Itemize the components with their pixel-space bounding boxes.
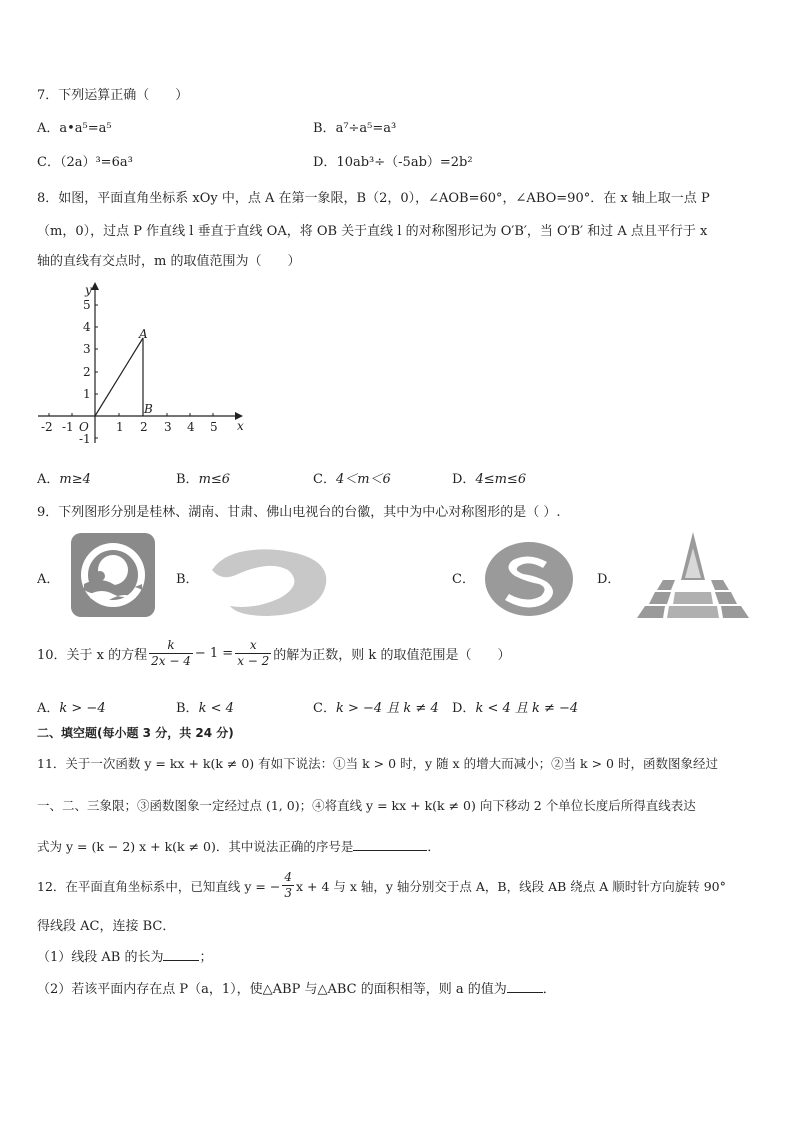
q12-sub2: （2）若该平面内存在点 P（a，1），使△ABP 与△ABC 的面积相等，则 a 的值为 ．: [37, 982, 556, 997]
y-tick-label: 2: [83, 365, 91, 379]
q12-line2: 得线段 AC，连接 BC．: [37, 919, 176, 934]
q8-option-d: D．4≤m≤6: [452, 472, 527, 487]
q8-option-a: A．m≥4: [37, 472, 91, 487]
q8-option-c: C．4＜m＜6: [313, 472, 391, 487]
q7-option-b: B．a⁷÷a⁵=a³: [313, 121, 397, 136]
x-tick-label: 4: [187, 420, 195, 434]
section-heading: 二、填空题(每小题 3 分，共 24 分): [37, 726, 234, 740]
x-tick-label: 1: [116, 420, 124, 434]
q11-line1: 11．关于一次函数 y = kx + k(k ≠ 0) 有如下说法：①当 k > 0 时，y 随 x 的增大而减小；②当 k > 0 时，函数图象经过: [37, 756, 718, 771]
gansu-tv-logo: [483, 540, 575, 618]
q12-sub1: （1）线段 AB 的长为 ；: [37, 950, 213, 965]
q9-option-b-label: B．: [176, 572, 199, 587]
origin-label: O: [79, 420, 89, 434]
guilin-tv-logo: [70, 532, 156, 618]
q10-fraction-2: $\frac{x}{x - 2}$: [237, 638, 270, 668]
y-tick-label: -1: [79, 432, 91, 446]
hunan-tv-logo: [208, 540, 332, 622]
q7-stem: 7．下列运算正确（ ）: [37, 88, 189, 103]
q9-option-c-label: C．: [452, 572, 475, 587]
x-tick-label: 3: [164, 420, 172, 434]
q7-option-a: A．a•a⁵=a⁵: [37, 121, 112, 136]
q10-option-d: D．k < 4 且 k ≠ −4: [452, 701, 579, 716]
x-tick-label: -1: [62, 420, 74, 434]
q10-option-b: B．k < 4: [176, 701, 234, 716]
segment-oa: [95, 338, 143, 416]
y-axis-label: y: [85, 283, 92, 297]
q7-option-c: C．（2a）³=6a³: [37, 155, 133, 170]
q11-line2: 一、二、三象限；③函数图象一定经过点 (1, 0)；④将直线 y = kx + k(k ≠ 0) 向下移动 2 个单位长度后所得直线表达: [37, 798, 696, 813]
x-tick-label: 2: [140, 420, 148, 434]
q10-option-a: A．k > −4: [37, 701, 106, 716]
point-b-label: B: [144, 402, 153, 416]
q10-fraction-1: $\frac{k}{2x - 4}$: [151, 638, 191, 668]
answer-blank[interactable]: [507, 992, 543, 993]
q8-line2: （m，0），过点 P 作直线 l 垂直于直线 OA，将 OB 关于直线 l 的对称图形记为 O′B′，当 O′B′ 和过 A 点且平行于 x: [37, 224, 708, 239]
q9-option-d-label: D．: [597, 572, 621, 587]
q9-stem: 9．下列图形分别是桂林、湖南、甘肃、佛山电视台的台徽，其中为中心对称图形的是（ ）.: [37, 505, 561, 520]
answer-blank[interactable]: [163, 960, 199, 961]
q7-option-d: D．10ab³÷（-5ab）=2b²: [313, 155, 473, 170]
y-tick-label: 4: [83, 320, 91, 334]
q10-option-c: C．k > −4 且 k ≠ 4: [313, 701, 439, 716]
q8-line3: 轴的直线有交点时，m 的取值范围为（ ）: [37, 254, 301, 269]
q8-option-b: B．m≤6: [176, 472, 231, 487]
q9-option-a-label: A．: [37, 572, 60, 587]
y-tick-label: 1: [83, 387, 91, 401]
q8-line1: 8．如图，平面直角坐标系 xOy 中，点 A 在第一象限，B（2，0），∠AOB=60°，∠ABO=90°．在 x 轴上取一点 P: [37, 191, 710, 206]
q12-line1: 12．在平面直角坐标系中，已知直线 y = − $\frac{4}{3}$ x + 4 与 x 轴，y 轴分别交于点 A，B，线段 AB 绕点 A 顺时针方向旋转 90°: [37, 870, 726, 900]
y-tick-label: 3: [83, 342, 91, 356]
x-tick-label: 5: [210, 420, 218, 434]
q12-fraction: $\frac{4}{3}$: [284, 870, 292, 900]
answer-blank[interactable]: [353, 850, 427, 851]
point-a-label: A: [139, 327, 148, 341]
x-axis-label: x: [237, 419, 244, 433]
q10-stem: 10．关于 x 的方程 $\frac{k}{2x - 4}$ − 1 = $\frac{x}{x - 2}$ 的解为正数，则 k 的取值范围是（ ）: [37, 638, 511, 668]
x-tick-label: -2: [41, 420, 53, 434]
q11-line3: 式为 y = (k − 2) x + k(k ≠ 0)．其中说法正确的序号是 ．: [37, 839, 440, 854]
coordinate-graph: [30, 278, 260, 448]
y-tick-label: 5: [83, 298, 91, 312]
foshan-tv-logo: [635, 530, 751, 620]
